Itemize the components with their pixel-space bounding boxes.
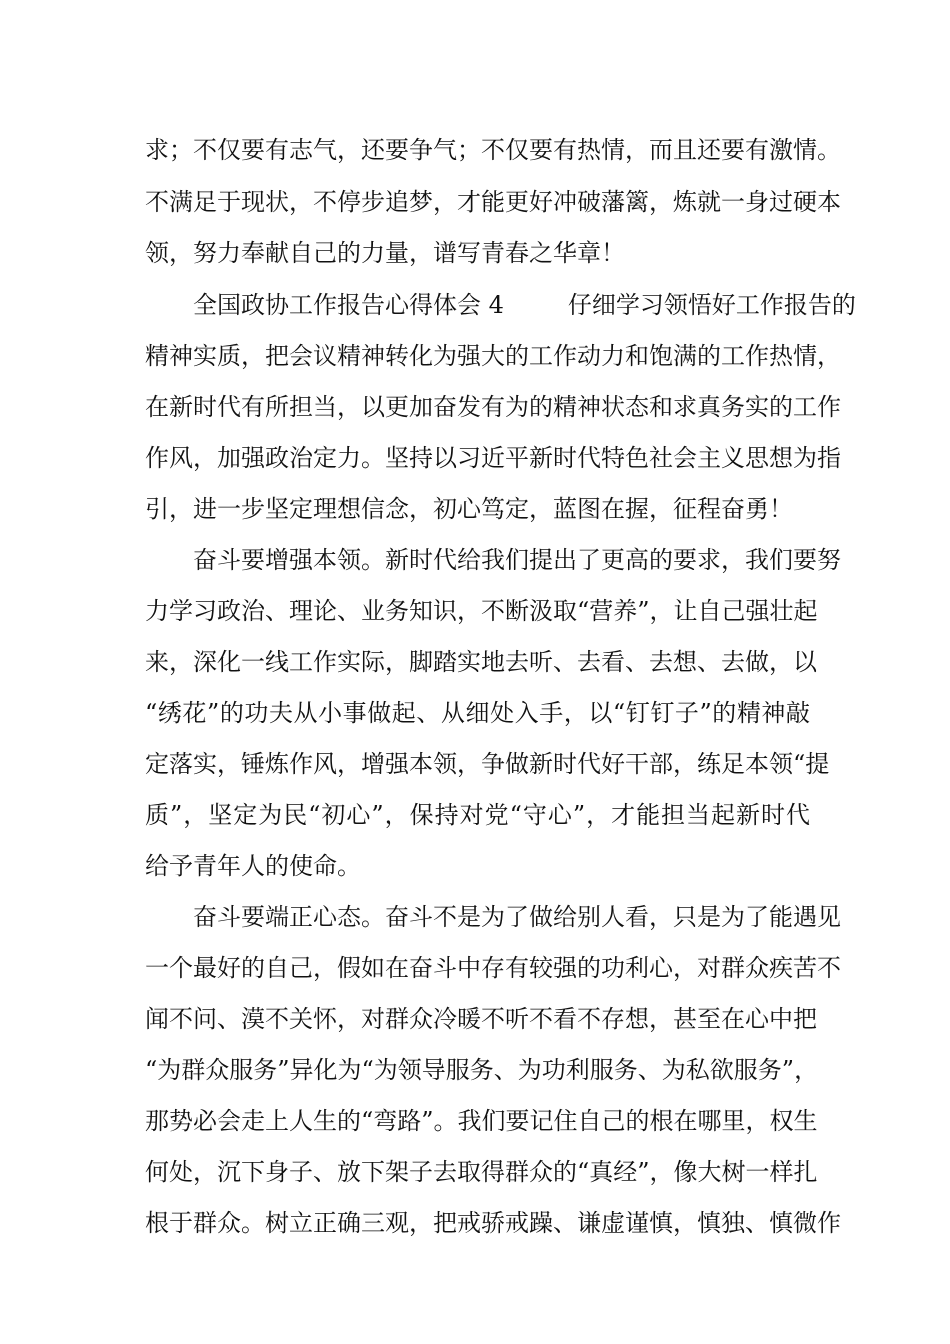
paragraph-line: 奋斗要端正心态。奋斗不是为了做给别人看，只是为了能遇见 <box>193 903 841 931</box>
section-heading-line <box>193 285 856 325</box>
paragraph-line: 在新时代有所担当，以更加奋发有为的精神状态和求真务实的工作 <box>145 393 841 421</box>
section-heading: 全国政协工作报告心得体会 4 <box>193 291 504 319</box>
paragraph-line: 奋斗要增强本领。新时代给我们提出了更高的要求，我们要努 <box>193 546 841 574</box>
paragraph-line: 定落实，锤炼作风，增强本领，争做新时代好干部，练足本领“提 <box>145 750 830 778</box>
paragraph-line: “绣花”的功夫从小事做起、从细处入手，以“钉钉子”的精神敲 <box>145 699 810 727</box>
paragraph-line: 力学习政治、理论、业务知识，不断汲取“营养”，让自己强壮起 <box>145 597 818 625</box>
paragraph-line: 闻不问、漠不关怀，对群众冷暖不听不看不存想，甚至在心中把 <box>145 1005 817 1033</box>
paragraph-line: 精神实质，把会议精神转化为强大的工作动力和饱满的工作热情， <box>145 342 841 370</box>
paragraph-line: 一个最好的自己，假如在奋斗中存有较强的功利心，对群众疾苦不 <box>145 954 841 982</box>
paragraph-line: 给予青年人的使命。 <box>145 852 361 880</box>
paragraph-line: 领，努力奉献自己的力量，谱写青春之华章！ <box>145 239 625 267</box>
paragraph-line: “为群众服务”异化为“为领导服务、为功利服务、为私欲服务”， <box>145 1056 819 1084</box>
paragraph-line: 作风，加强政治定力。坚持以习近平新时代特色社会主义思想为指 <box>145 444 841 472</box>
paragraph-line: 那势必会走上人生的“弯路”。我们要记住自己的根在哪里，权生 <box>145 1107 818 1135</box>
paragraph-line: 引，进一步坚定理想信念，初心笃定，蓝图在握，征程奋勇！ <box>145 495 793 523</box>
paragraph-line: 根于群众。树立正确三观，把戒骄戒躁、谦虚谨慎，慎独、慎微作 <box>145 1209 841 1237</box>
paragraph-line: 何处，沉下身子、放下架子去取得群众的“真经”，像大树一样扎 <box>145 1158 818 1186</box>
paragraph-start: 仔细学习领悟好工作报告的 <box>567 291 856 319</box>
paragraph-line: 来，深化一线工作实际，脚踏实地去听、去看、去想、去做，以 <box>145 648 817 676</box>
paragraph-line: 求；不仅要有志气，还要争气；不仅要有热情，而且还要有激情。 <box>145 136 841 164</box>
paragraph-line: 不满足于现状，不停步追梦，才能更好冲破藩篱，炼就一身过硬本 <box>145 188 841 216</box>
paragraph-line: 质”，坚定为民“初心”，保持对党“守心”，才能担当起新时代 <box>145 801 810 829</box>
